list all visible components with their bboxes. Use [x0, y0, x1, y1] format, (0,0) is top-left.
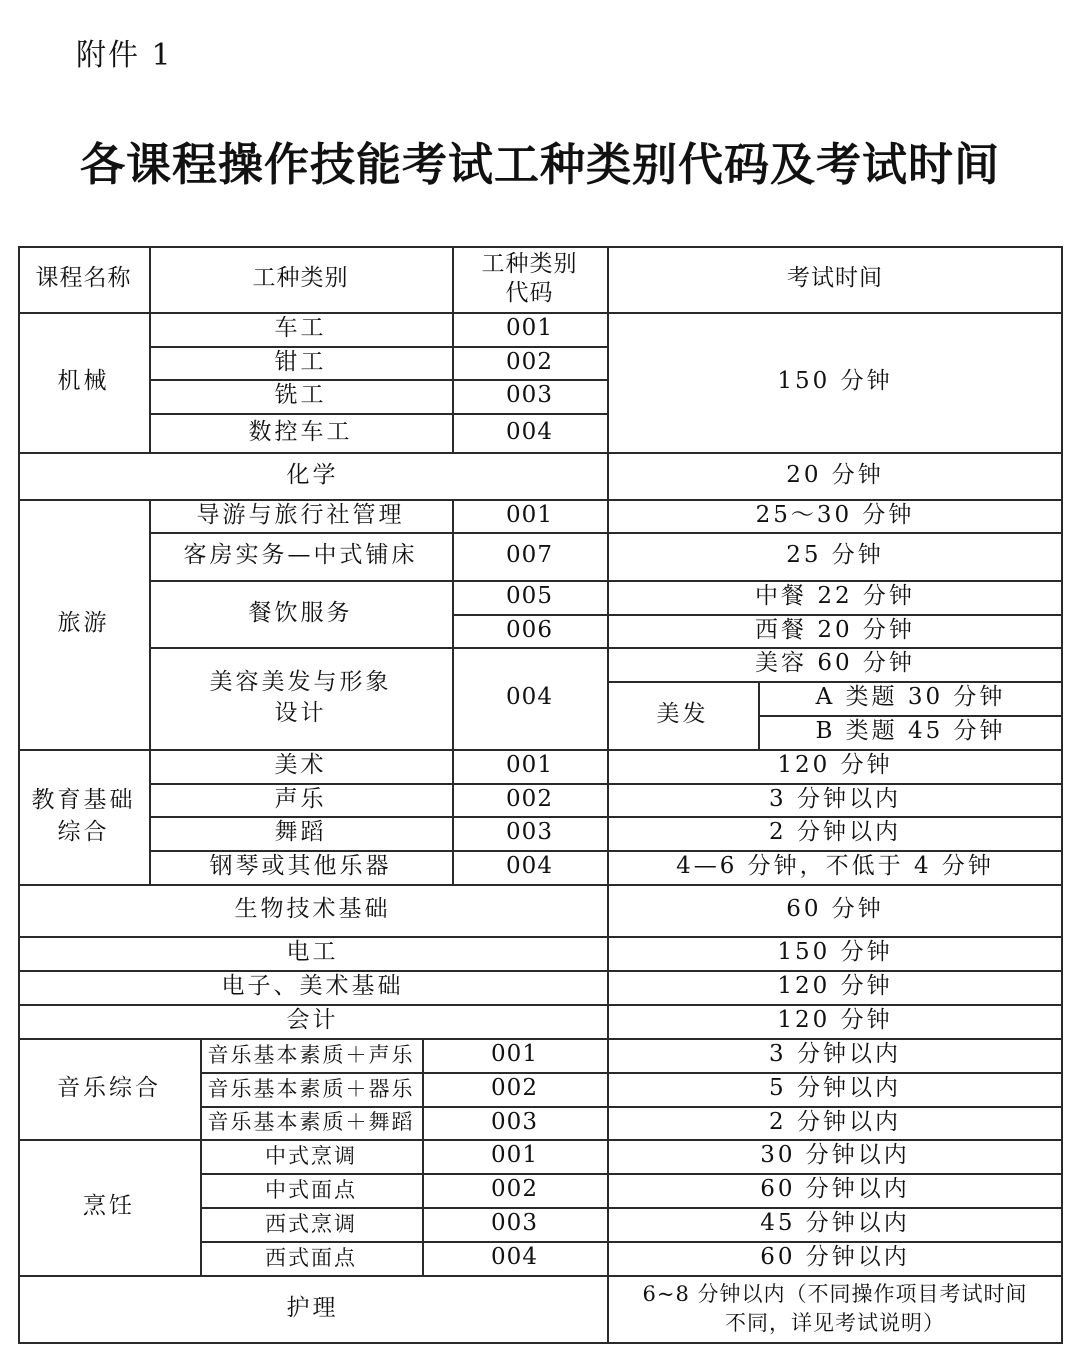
header-course: 课程名称	[35, 265, 132, 292]
hair-label: 美发	[656, 701, 709, 728]
music-trade: 音乐基本素质＋声乐	[207, 1042, 415, 1067]
music-trade: 音乐基本素质＋器乐	[207, 1076, 415, 1101]
machinery-code: 001	[506, 315, 553, 342]
music-course: 音乐综合	[57, 1074, 161, 1101]
header-time: 考试时间	[787, 265, 883, 292]
cooking-code: 002	[491, 1176, 538, 1203]
education-code: 002	[506, 785, 553, 812]
cooking-code: 003	[491, 1210, 538, 1237]
tourism-trade: 美容美发与形象 设计	[209, 668, 392, 726]
hair-time-b: B 类题 45 分钟	[815, 718, 1006, 745]
chemistry-course: 化学	[286, 461, 339, 488]
tourism-trade: 导游与旅行社管理	[196, 501, 405, 528]
table-border-bottom	[18, 1342, 1063, 1344]
education-time: 3 分钟以内	[769, 785, 901, 812]
header-code: 工种类别 代码	[481, 251, 578, 306]
tourism-course: 旅游	[57, 610, 110, 637]
music-time: 5 分钟以内	[769, 1075, 901, 1102]
electronics-art-time: 120 分钟	[777, 973, 893, 1000]
exam-table	[18, 246, 1063, 1343]
tourism-code: 005	[506, 583, 553, 610]
cooking-trade: 中式烹调	[265, 1143, 357, 1168]
machinery-code: 003	[506, 382, 553, 409]
tourism-time: 25～30 分钟	[755, 501, 915, 528]
machinery-time: 150 分钟	[777, 368, 893, 395]
tourism-time: 美容 60 分钟	[755, 650, 915, 677]
cooking-trade: 中式面点	[265, 1177, 357, 1202]
cooking-course: 烹饪	[83, 1193, 135, 1220]
chemistry-time: 20 分钟	[786, 461, 884, 488]
cooking-code: 001	[491, 1142, 538, 1169]
music-time: 2 分钟以内	[769, 1108, 901, 1135]
education-trade: 钢琴或其他乐器	[209, 853, 392, 880]
accounting-course: 会计	[286, 1007, 339, 1034]
education-code: 004	[506, 853, 553, 880]
education-trade: 美术	[274, 752, 327, 779]
hair-time-a: A 类题 30 分钟	[815, 684, 1006, 711]
tourism-code: 007	[506, 542, 553, 569]
tourism-code: 004	[506, 684, 553, 711]
accounting-time: 120 分钟	[777, 1007, 893, 1034]
education-course: 教育基础 综合	[31, 787, 136, 845]
page-title: 各课程操作技能考试工种类别代码及考试时间	[79, 138, 1000, 191]
machinery-course: 机械	[57, 368, 110, 395]
machinery-trade: 车工	[274, 315, 327, 342]
header-trade: 工种类别	[252, 265, 349, 292]
cooking-trade: 西式面点	[265, 1245, 357, 1270]
tourism-time: 25 分钟	[786, 542, 884, 569]
machinery-code: 002	[506, 348, 553, 375]
music-code: 003	[491, 1108, 538, 1135]
electrician-course: 电工	[286, 939, 339, 966]
cooking-time: 45 分钟以内	[760, 1210, 910, 1237]
tourism-trade: 餐饮服务	[248, 599, 353, 626]
education-code: 003	[506, 819, 553, 846]
cooking-time: 60 分钟以内	[760, 1244, 910, 1271]
tourism-trade: 客房实务—中式铺床	[183, 542, 418, 569]
tourism-time: 西餐 20 分钟	[755, 616, 915, 643]
education-time: 120 分钟	[777, 752, 893, 779]
attachment-label: 附件 1	[76, 38, 173, 73]
tourism-code: 001	[506, 501, 553, 528]
cooking-code: 004	[491, 1244, 538, 1271]
education-time: 4—6 分钟，不低于 4 分钟	[676, 853, 994, 880]
music-time: 3 分钟以内	[769, 1041, 901, 1068]
tourism-code: 006	[506, 616, 553, 643]
education-trade: 舞蹈	[274, 819, 327, 846]
education-time: 2 分钟以内	[769, 819, 901, 846]
music-code: 001	[491, 1041, 538, 1068]
education-code: 001	[506, 752, 553, 779]
biotech-course: 生物技术基础	[234, 896, 391, 923]
education-trade: 声乐	[274, 785, 327, 812]
electrician-time: 150 分钟	[777, 939, 893, 966]
machinery-trade: 数控车工	[248, 418, 353, 445]
machinery-code: 004	[506, 418, 553, 445]
cooking-time: 60 分钟以内	[760, 1176, 910, 1203]
nursing-course: 护理	[286, 1294, 339, 1321]
music-code: 002	[491, 1075, 538, 1102]
nursing-time: 6~8 分钟以内（不同操作项目考试时间 不同，详见考试说明）	[642, 1282, 1028, 1335]
electronics-art-course: 电子、美术基础	[221, 973, 404, 1000]
cooking-trade: 西式烹调	[265, 1211, 357, 1236]
biotech-time: 60 分钟	[786, 896, 884, 923]
machinery-trade: 钳工	[274, 348, 327, 375]
cooking-time: 30 分钟以内	[760, 1142, 910, 1169]
tourism-time: 中餐 22 分钟	[755, 583, 915, 610]
machinery-trade: 铣工	[274, 382, 327, 409]
music-trade: 音乐基本素质＋舞蹈	[207, 1110, 415, 1135]
